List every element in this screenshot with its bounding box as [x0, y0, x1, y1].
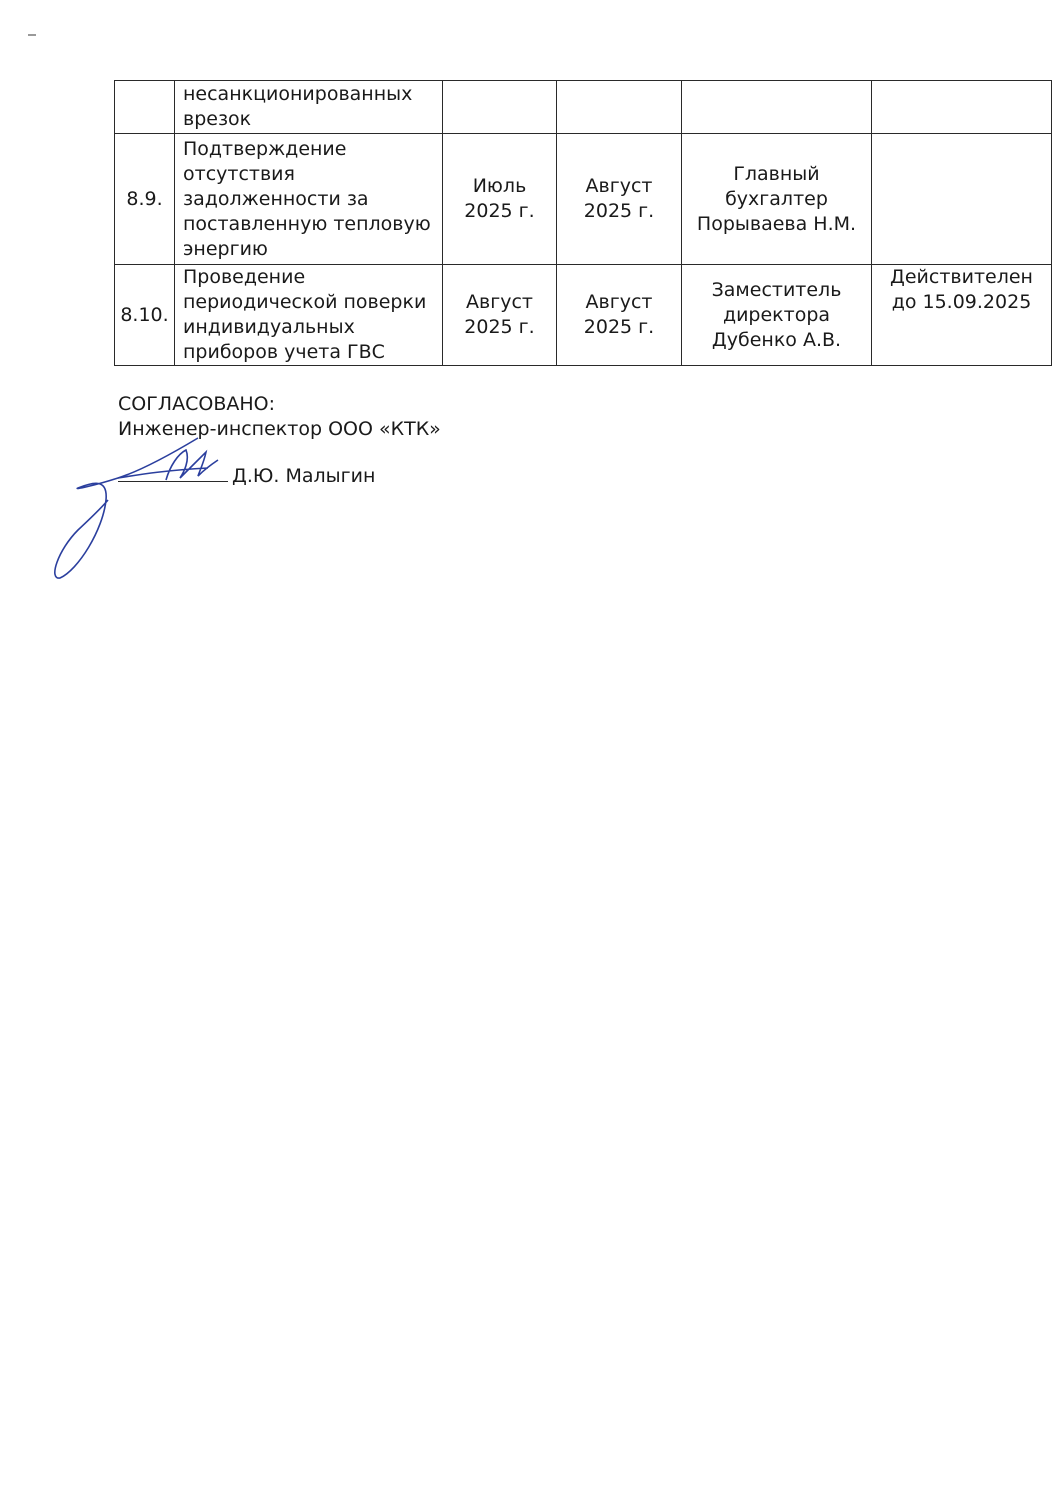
table-row: [115, 134, 1052, 265]
table-row: [115, 265, 1052, 366]
row-number: 8.9.: [115, 134, 175, 265]
row-start: Июль 2025 г.: [443, 134, 557, 265]
signer-name: Д.Ю. Малыгин: [232, 465, 376, 487]
row-description: Подтверждение отсутствия задолженности за поставленную тепловую энергию: [175, 134, 443, 265]
row-end: Август 2025 г.: [557, 265, 682, 366]
row-end: [557, 81, 682, 134]
row-start: Август 2025 г.: [443, 265, 557, 366]
row-responsible: Заместитель директора Дубенко А.В.: [682, 265, 872, 366]
row-responsible: [682, 81, 872, 134]
row-start: [443, 81, 557, 134]
row-note: [872, 134, 1052, 265]
row-note: Действителен до 15.09.2025: [872, 265, 1052, 366]
row-description: Проведение периодической поверки индивидуальных приборов учета ГВС: [175, 265, 443, 366]
row-end: Август 2025 г.: [557, 134, 682, 265]
scan-artifact: [28, 34, 36, 36]
row-description: несанкционированных врезок: [175, 81, 443, 134]
row-number: 8.10.: [115, 265, 175, 366]
row-number: [115, 81, 175, 134]
table-row: [115, 81, 1052, 134]
measures-table: [114, 80, 1052, 366]
approval-heading: СОГЛАСОВАНО:: [118, 393, 275, 415]
handwritten-signature: [48, 430, 248, 590]
row-note: [872, 81, 1052, 134]
approval-position: Инженер-инспектор ООО «КТК»: [118, 418, 441, 440]
row-responsible: Главный бухгалтер Порываева Н.М.: [682, 134, 872, 265]
